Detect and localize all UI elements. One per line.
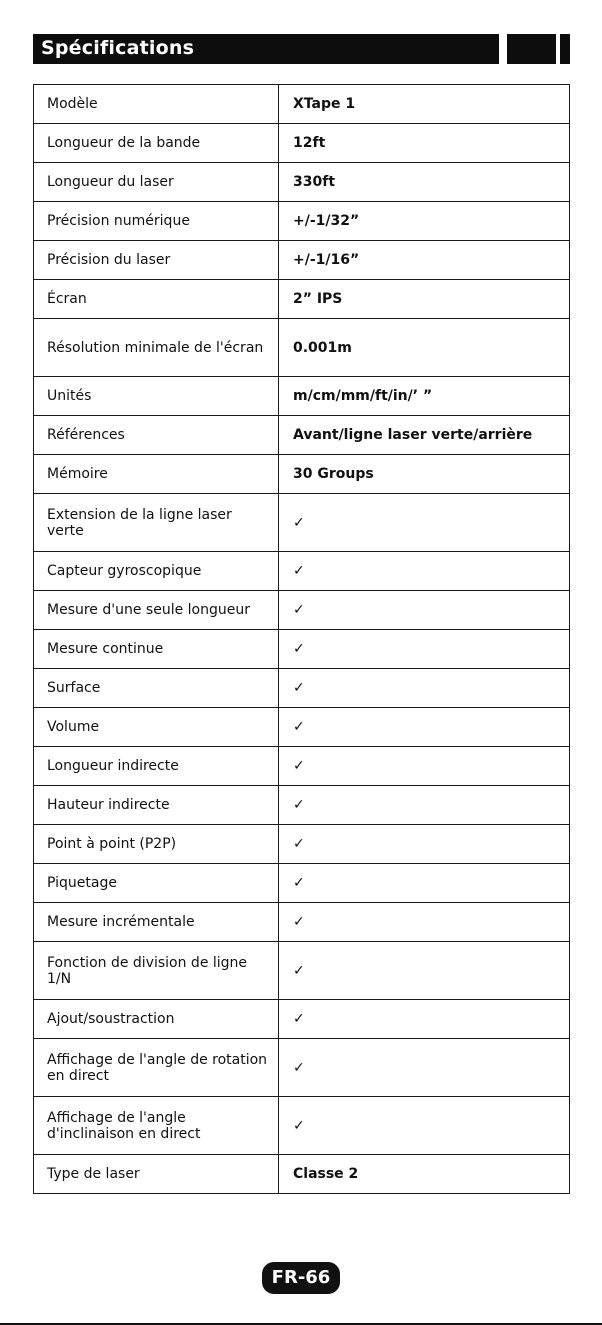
check-mark: ✓ [279,1000,570,1039]
table-row [34,124,570,163]
spec-value: Avant/ligne laser verte/arrière [279,416,570,455]
check-mark: ✓ [279,630,570,669]
check-mark: ✓ [279,942,570,1000]
table-row [34,241,570,280]
spec-value: Classe 2 [279,1155,570,1194]
spec-value: XTape 1 [279,85,570,124]
spec-label: Mesure incrémentale [34,903,279,942]
table-row [34,85,570,124]
check-mark: ✓ [279,903,570,942]
spec-label: Mesure continue [34,630,279,669]
spec-label: Affichage de l'angle de rotation en direct [34,1039,279,1097]
spec-label: Affichage de l'angle d'inclinaison en direct [34,1097,279,1155]
spec-value: m/cm/mm/ft/in/’ ” [279,377,570,416]
specifications-table [33,84,570,1194]
table-row [34,864,570,903]
spec-value: 12ft [279,124,570,163]
check-mark: ✓ [279,494,570,552]
table-row [34,1039,570,1097]
spec-value: +/-1/16” [279,241,570,280]
section-header [33,34,570,64]
spec-label: Fonction de division de ligne 1/N [34,942,279,1000]
table-row [34,1155,570,1194]
spec-value: 2” IPS [279,280,570,319]
spec-label: Longueur de la bande [34,124,279,163]
check-mark: ✓ [279,825,570,864]
spec-label: Volume [34,708,279,747]
table-row [34,825,570,864]
page-title: Spécifications [41,37,195,59]
table-row [34,455,570,494]
spec-label: Précision numérique [34,202,279,241]
page-number-badge: FR-66 [262,1262,340,1294]
check-mark: ✓ [279,669,570,708]
table-row [34,202,570,241]
check-mark: ✓ [279,552,570,591]
spec-label: Longueur du laser [34,163,279,202]
check-mark: ✓ [279,591,570,630]
header-bar [33,34,499,64]
spec-label: Précision du laser [34,241,279,280]
table-row [34,942,570,1000]
check-mark: ✓ [279,786,570,825]
table-row [34,747,570,786]
spec-value: 330ft [279,163,570,202]
spec-label: Mémoire [34,455,279,494]
check-mark: ✓ [279,1097,570,1155]
table-row [34,163,570,202]
table-row [34,630,570,669]
table-row [34,1000,570,1039]
spec-label: Point à point (P2P) [34,825,279,864]
spec-label: Résolution minimale de l'écran [34,319,279,377]
check-mark: ✓ [279,1039,570,1097]
spec-label: Extension de la ligne laser verte [34,494,279,552]
spec-label: Mesure d'une seule longueur [34,591,279,630]
table-row [34,903,570,942]
table-row [34,708,570,747]
spec-value: 30 Groups [279,455,570,494]
table-row [34,669,570,708]
spec-label: Surface [34,669,279,708]
table-row [34,377,570,416]
spec-label: Ajout/soustraction [34,1000,279,1039]
spec-label: Piquetage [34,864,279,903]
table-row [34,416,570,455]
spec-label: Hauteur indirecte [34,786,279,825]
table-row [34,786,570,825]
spec-label: Unités [34,377,279,416]
table-row [34,552,570,591]
spec-label: Capteur gyroscopique [34,552,279,591]
table-row [34,280,570,319]
check-mark: ✓ [279,747,570,786]
table-row [34,494,570,552]
table-row [34,1097,570,1155]
header-decor-block [507,34,556,64]
spec-value: 0.001m [279,319,570,377]
table-row [34,591,570,630]
spec-label: Références [34,416,279,455]
table-row [34,319,570,377]
spec-label: Modèle [34,85,279,124]
check-mark: ✓ [279,708,570,747]
header-decor-block-small [560,34,570,64]
spec-label: Longueur indirecte [34,747,279,786]
spec-value: +/-1/32” [279,202,570,241]
spec-label: Type de laser [34,1155,279,1194]
spec-label: Écran [34,280,279,319]
check-mark: ✓ [279,864,570,903]
